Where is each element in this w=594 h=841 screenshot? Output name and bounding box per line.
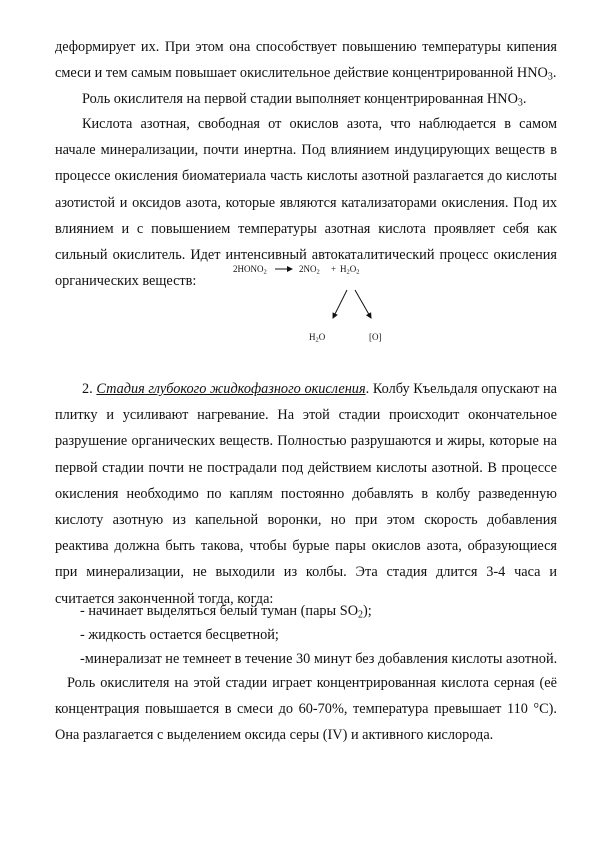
paragraph-4: 2. Стадия глубокого жидкофазного окисления. Колбу Къельдаля опускают на плитку и усиливают нагревание. На этой стадии происходит окончательное разрушение органических веществ. Полностью разрушаются и жиры, которые на первой стадии почти не пострадали под действием кислоты азотной. В процессе окисления необходимо по каплям постоянно добавлять в колбу разведенную кислоту азотную из капельной воронки, но при этом скорость добавления реактива должна быть такова, чтобы бурые пары окислов азота, образующиеся при минерализации, не выходили из колбы. Эта стадия длится 3-4 часа и считается законченной тогда, когда: bbox=[55, 381, 557, 607]
paragraph-3: Кислота азотная, свободная от окислов азота, что наблюдается в самом начале минерализации, почти инертна. Под влиянием индуцирующих веществ в процессе окисления биоматериала часть кислоты азотной разлагается до кислоты азотистой и оксидов азота, которые являются катализаторами окисления. Под их влиянием и с повышением температуры азотная кислота проявляет себя как сильный окислитель. Идет интенсивный автокаталитический процесс окисления органических веществ: bbox=[55, 116, 557, 290]
reaction-product-2: $H_2O_2$ bbox=[340, 264, 360, 276]
reaction-split-product-2: [O] bbox=[369, 332, 382, 342]
reaction-reactant: $2HONO_2$ bbox=[233, 264, 267, 276]
list-item-1: - начинает выделяться белый туман (пары $SO_2$); bbox=[80, 603, 372, 621]
paragraph-2: Роль окислителя на первой стадии выполняет концентрированная $HNO_3$. bbox=[82, 91, 527, 109]
stage-title: Стадия глубокого жидкофазного окисления bbox=[96, 381, 366, 397]
paragraph-5: Роль окислителя на этой стадии играет концентрированная кислота серная (её концентрация повышается в смеси до 60-70%, температура превышает 110 °С). Она разлагается с выделением оксида серы (IV) и активного кислорода. bbox=[55, 675, 557, 744]
list-item-2: - жидкость остается бесцветной; bbox=[80, 627, 279, 643]
reaction-split-product-1: $H_2O$ bbox=[309, 332, 326, 344]
reaction-product-1: $2NO_2$ bbox=[299, 264, 320, 276]
list-item-3: -минерализат не темнеет в течение 30 минут без добавления кислоты азотной. bbox=[80, 651, 558, 667]
paragraph-1: деформирует их. При этом она способствует повышению температуры кипения смеси и тем самым повышает окислительное действие концентрированной $HNO_3$. bbox=[55, 39, 557, 83]
reaction-plus: + bbox=[331, 264, 337, 274]
